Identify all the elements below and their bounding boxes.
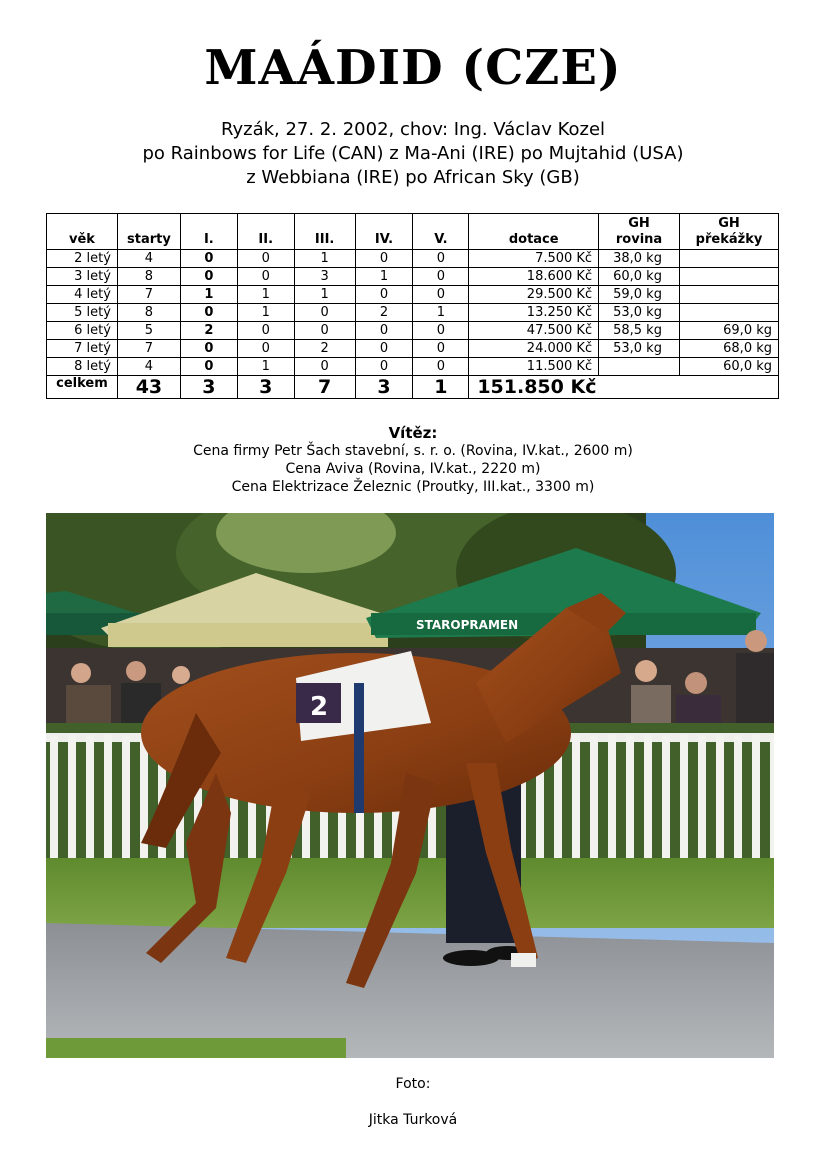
cell-gh-flat [599, 358, 680, 376]
cell-age: 5 letý [47, 304, 118, 322]
cell-age: 6 letý [47, 322, 118, 340]
fence-picket [752, 735, 760, 865]
cell-p4: 0 [355, 340, 413, 358]
fence-picket [662, 735, 670, 865]
horse-name-title: MAÁDID (CZE) [204, 40, 622, 96]
cell-gh-jump: 68,0 kg [680, 340, 779, 358]
table-header-row [47, 214, 779, 250]
cell-age: 8 letý [47, 358, 118, 376]
fence-picket [122, 735, 130, 865]
photo-credit-label: Foto: [395, 1076, 431, 1092]
cell-p3: 1 [294, 286, 355, 304]
fence-picket [86, 735, 94, 865]
fence-picket [608, 735, 616, 865]
cell-age: 7 letý [47, 340, 118, 358]
cell-p2: 1 [237, 358, 294, 376]
header-place-5: V. [413, 214, 469, 250]
header-starts: starty [117, 214, 180, 250]
total-label: celkem [47, 376, 118, 399]
cell-p4: 2 [355, 304, 413, 322]
fence-picket [572, 735, 580, 865]
cell-gh-flat: 60,0 kg [599, 268, 680, 286]
header-place-4: IV. [355, 214, 413, 250]
cell-prize: 24.000 Kč [469, 340, 599, 358]
pedigree-line-1: Ryzák, 27. 2. 2002, chov: Ing. Václav Kozel [220, 119, 606, 140]
table-row [47, 358, 779, 376]
cell-p5: 0 [413, 358, 469, 376]
fence-picket [680, 735, 688, 865]
cell-p4: 0 [355, 358, 413, 376]
cell-p5: 0 [413, 340, 469, 358]
cell-p3: 0 [294, 358, 355, 376]
table-row [47, 286, 779, 304]
cell-p1: 0 [180, 340, 237, 358]
cell-p1: 2 [180, 322, 237, 340]
cell-prize: 18.600 Kč [469, 268, 599, 286]
cell-gh-jump [680, 304, 779, 322]
cell-gh-jump [680, 250, 779, 268]
winner-race-1: Cena firmy Petr Šach stavební, s. r. o. (Rovina, IV.kat., 2600 m) [193, 443, 633, 459]
cell-starts: 5 [117, 322, 180, 340]
fence-picket [644, 735, 652, 865]
total-place-5: 1 [413, 376, 469, 399]
cell-p2: 0 [237, 340, 294, 358]
cell-gh-flat: 58,5 kg [599, 322, 680, 340]
cell-p5: 0 [413, 250, 469, 268]
header-age: věk [47, 214, 118, 250]
fence-picket [50, 735, 58, 865]
cell-p5: 0 [413, 322, 469, 340]
total-starts: 43 [117, 376, 180, 399]
table-row [47, 322, 779, 340]
total-place-2: 3 [237, 376, 294, 399]
pedigree-line-3: z Webbiana (IRE) po African Sky (GB) [246, 167, 580, 188]
cell-p2: 0 [237, 250, 294, 268]
header-gh-flat: GH rovina [599, 214, 680, 250]
header-place-2: II. [237, 214, 294, 250]
fence-picket [626, 735, 634, 865]
cell-age: 2 letý [47, 250, 118, 268]
cell-starts: 7 [117, 286, 180, 304]
race-statistics-table [46, 213, 779, 399]
cell-p2: 0 [237, 322, 294, 340]
cell-gh-jump: 60,0 kg [680, 358, 779, 376]
cell-p1: 0 [180, 358, 237, 376]
cell-p5: 1 [413, 304, 469, 322]
cell-age: 4 letý [47, 286, 118, 304]
pedigree [0, 118, 826, 190]
header-place-1: I. [180, 214, 237, 250]
cell-gh-flat: 53,0 kg [599, 340, 680, 358]
winner-section [0, 424, 826, 496]
cell-p3: 0 [294, 322, 355, 340]
fence-picket [698, 735, 706, 865]
fence-picket [770, 735, 774, 865]
cell-gh-jump [680, 268, 779, 286]
header-prize: dotace [469, 214, 599, 250]
cell-prize: 13.250 Kč [469, 304, 599, 322]
table-total-row [47, 376, 779, 399]
total-prize: 151.850 Kč [469, 376, 779, 399]
cell-p2: 1 [237, 286, 294, 304]
cell-p1: 1 [180, 286, 237, 304]
cell-p1: 0 [180, 268, 237, 286]
fence-picket [590, 735, 598, 865]
cell-starts: 4 [117, 250, 180, 268]
cell-p3: 3 [294, 268, 355, 286]
cell-prize: 47.500 Kč [469, 322, 599, 340]
winner-race-3: Cena Elektrizace Železnic (Proutky, III.kat., 3300 m) [231, 479, 595, 495]
cell-prize: 7.500 Kč [469, 250, 599, 268]
winner-race-2: Cena Aviva (Rovina, IV.kat., 2220 m) [285, 461, 541, 477]
cell-p3: 0 [294, 304, 355, 322]
cell-p4: 0 [355, 250, 413, 268]
pedigree-line-2: po Rainbows for Life (CAN) z Ma-Ani (IRE) po Mujtahid (USA) [142, 143, 684, 164]
cell-age: 3 letý [47, 268, 118, 286]
header-place-3: III. [294, 214, 355, 250]
cell-p4: 0 [355, 322, 413, 340]
cell-starts: 7 [117, 340, 180, 358]
fence-picket [734, 735, 742, 865]
cell-starts: 8 [117, 268, 180, 286]
fence-picket [140, 735, 148, 865]
cell-p1: 0 [180, 304, 237, 322]
cell-p2: 0 [237, 268, 294, 286]
cell-starts: 8 [117, 304, 180, 322]
cell-p3: 2 [294, 340, 355, 358]
cell-gh-jump: 69,0 kg [680, 322, 779, 340]
horse-photo-illustration [46, 513, 774, 1058]
cell-p1: 0 [180, 250, 237, 268]
number-cloth: 2 [310, 692, 329, 722]
table-row [47, 268, 779, 286]
cell-gh-flat: 59,0 kg [599, 286, 680, 304]
cell-gh-flat: 53,0 kg [599, 304, 680, 322]
cell-p4: 0 [355, 286, 413, 304]
total-place-3: 7 [294, 376, 355, 399]
cell-p5: 0 [413, 268, 469, 286]
table-row [47, 340, 779, 358]
photo-credit-author: Jitka Turková [368, 1112, 458, 1128]
header-gh-jump: GH překážky [680, 214, 779, 250]
total-place-1: 3 [180, 376, 237, 399]
cell-gh-jump [680, 286, 779, 304]
winner-heading: Vítěz: [388, 424, 438, 442]
cell-p5: 0 [413, 286, 469, 304]
table-row [47, 250, 779, 268]
fence-picket [104, 735, 112, 865]
horse-photo [46, 513, 774, 1058]
cell-p3: 1 [294, 250, 355, 268]
fence-picket [68, 735, 76, 865]
cell-prize: 11.500 Kč [469, 358, 599, 376]
cell-p4: 1 [355, 268, 413, 286]
cell-p2: 1 [237, 304, 294, 322]
cell-starts: 4 [117, 358, 180, 376]
table-row [47, 304, 779, 322]
total-place-4: 3 [355, 376, 413, 399]
cell-prize: 29.500 Kč [469, 286, 599, 304]
cell-gh-flat: 38,0 kg [599, 250, 680, 268]
umbrella-brand-text: STAROPRAMEN [416, 618, 519, 632]
fence-picket [716, 735, 724, 865]
